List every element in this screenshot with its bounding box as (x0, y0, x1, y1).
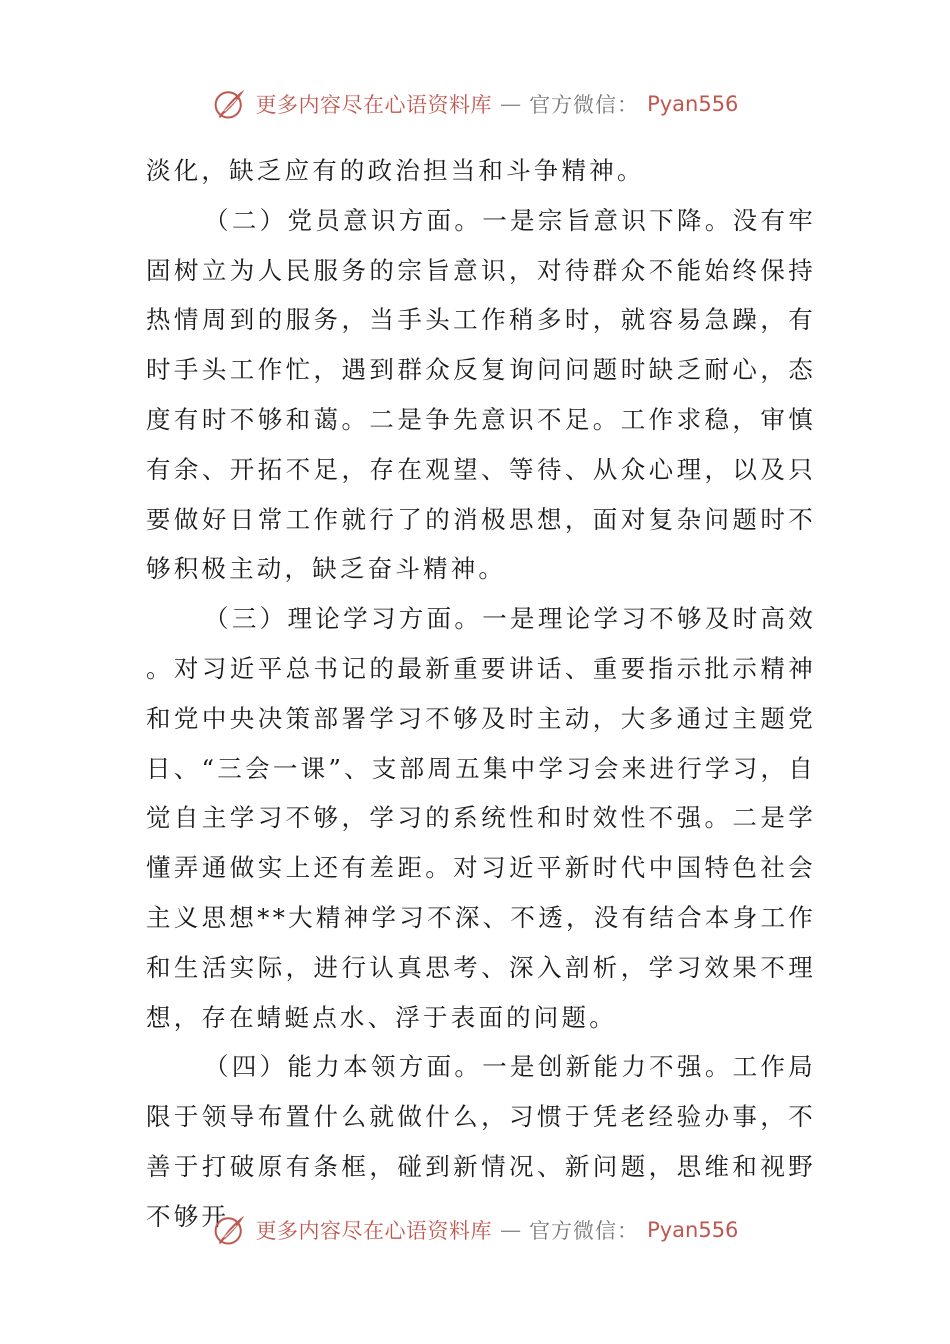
header-site-name: 更多内容尽在心语资料库 (255, 93, 493, 117)
quill-pen-logo-icon (212, 86, 248, 122)
quill-pen-logo-icon (212, 1212, 248, 1248)
paragraph-4: （四）能力本领方面。一是创新能力不强。工作局限于领导布置什么就做什么，习惯于凭老经验办事，不善于打破原有条框，碰到新情况、新问题，思维和视野不够开 (146, 1052, 816, 1231)
header-wechat-id: Pyan556 (647, 92, 739, 116)
header-watermark (0, 82, 950, 126)
footer-dash: — (500, 1218, 522, 1242)
footer-wechat-label: 官方微信： (529, 1219, 640, 1243)
header-wechat-label: 官方微信： (529, 93, 640, 117)
paragraph-2: （二）党员意识方面。一是宗旨意识下降。没有牢固树立为人民服务的宗旨意识，对待群众不能始终保持热情周到的服务，当手头工作稍多时，就容易急躁，有时手头工作忙，遇到群众反复询问问题时缺乏耐心，态度有时不够和蔼。二是争先意识不足。工作求稳，审慎有余、开拓不足，存在观望、等待、从众心理，以及只要做好日常工作就行了的消极思想，面对复杂问题时不够积极主动，缺乏奋斗精神。 (146, 205, 816, 584)
footer-site-name: 更多内容尽在心语资料库 (255, 1219, 493, 1243)
footer-watermark (0, 1208, 950, 1252)
footer-wechat-id: Pyan556 (647, 1218, 739, 1242)
header-dash: — (500, 92, 522, 116)
document-body (146, 146, 816, 1242)
paragraph-1: 淡化，缺乏应有的政治担当和斗争精神。 (146, 156, 645, 185)
paragraph-3: （三）理论学习方面。一是理论学习不够及时高效。对习近平总书记的最新重要讲话、重要指示批示精神和党中央决策部署学习不够及时主动，大多通过主题党日、“三会一课”、支部周五集中学习会来进行学习，自觉自主学习不够，学习的系统性和时效性不强。二是学懂弄通做实上还有差距。对习近平新时代中国特色社会主义思想**大精神学习不深、不透，没有结合本身工作和生活实际，进行认真思考、深入剖析，学习效果不理想，存在蜻蜓点水、浮于表面的问题。 (146, 604, 816, 1032)
